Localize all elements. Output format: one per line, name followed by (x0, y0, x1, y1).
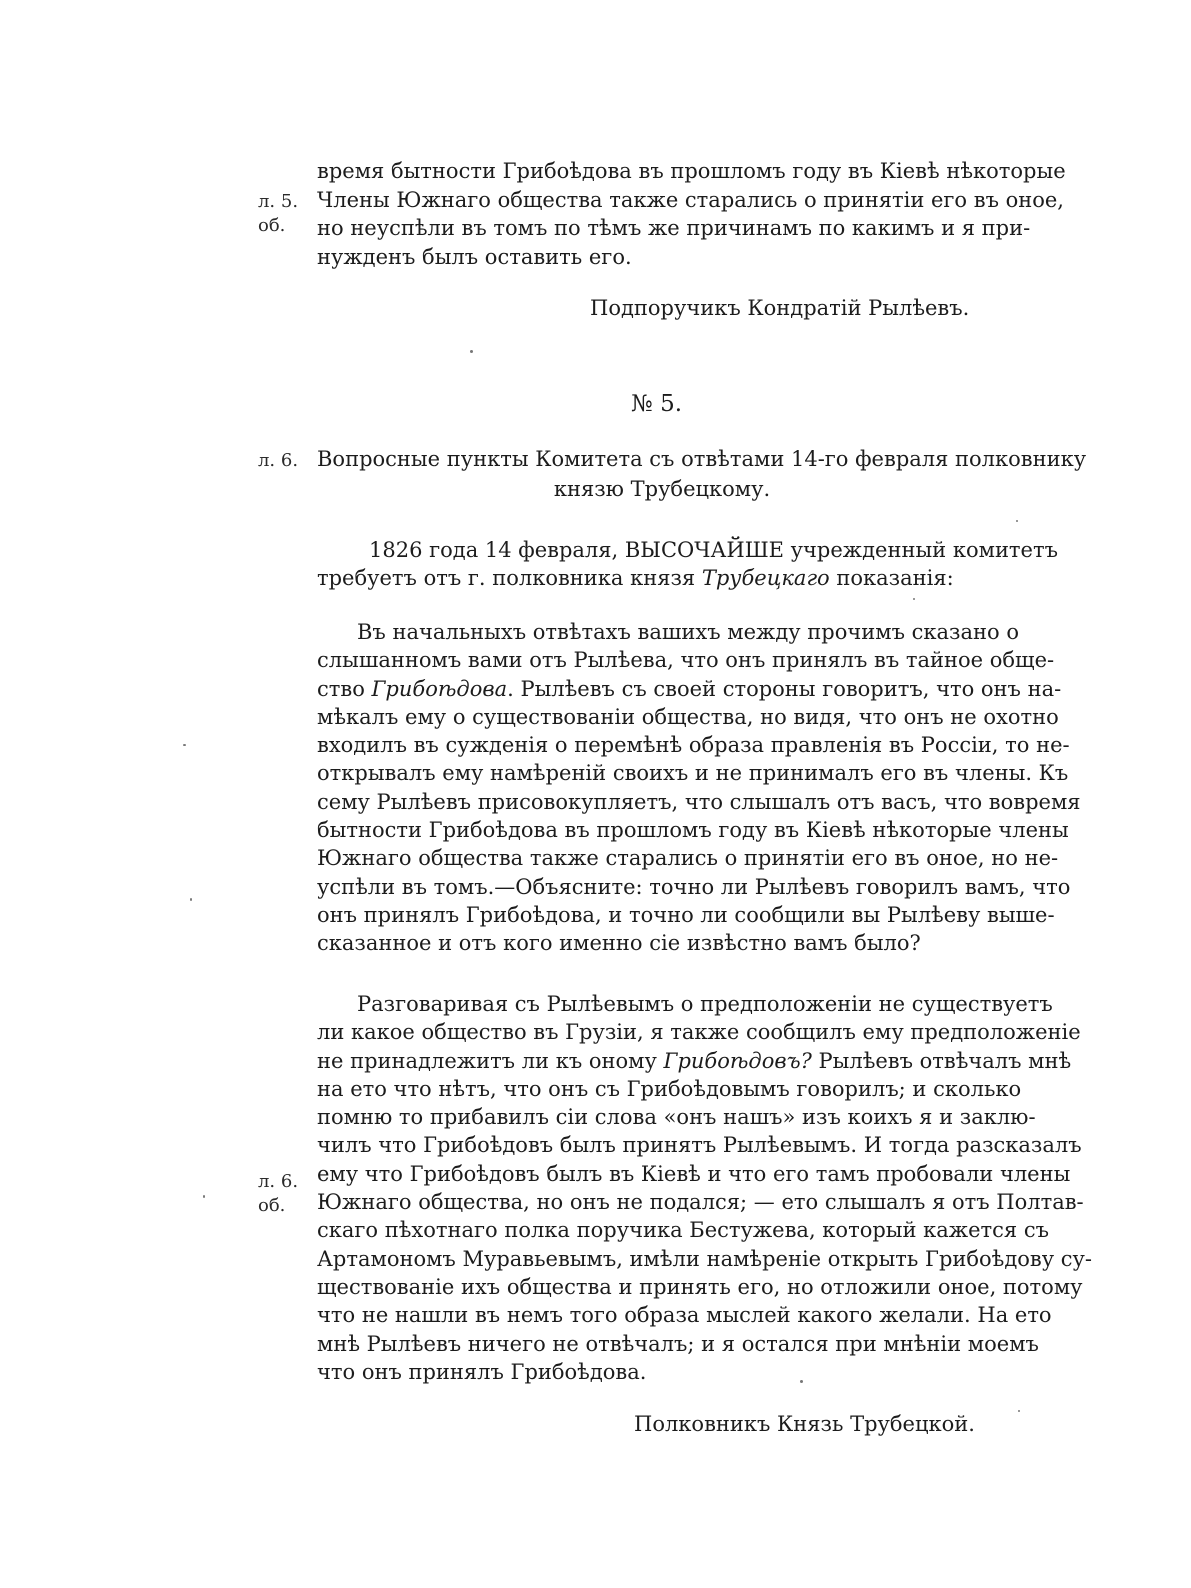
question-line: мѣкалъ ему о существованіи общества, но видя, что онъ не охотно (317, 704, 1059, 729)
intro-line (317, 564, 1007, 592)
top-paragraph (317, 157, 1066, 271)
answer-line: на ето что нѣтъ, что онъ съ Грибоѣдовымъ говорилъ; и сколько (317, 1076, 1022, 1101)
top-paragraph-line: но неуспѣли въ томъ по тѣмъ же причинамъ по какимъ и я при- (317, 216, 1031, 240)
question-line: слышанномъ вами отъ Рылѣева, что онъ принялъ въ тайное обще- (317, 648, 1055, 673)
question-line: открывалъ ему намѣреній своихъ и не принималъ его въ члены. Къ (317, 761, 1069, 786)
answer-line: что не нашли въ немъ того образа мыслей какого желали. На ето (317, 1303, 1052, 1328)
answer-line: мнѣ Рылѣевъ ничего не отвѣчалъ; и я остался при мнѣніи моемъ (317, 1331, 1039, 1356)
answer-line: Разговаривая съ Рылѣевымъ о предположеніи не существуетъ (357, 992, 1053, 1016)
answer-line (317, 1047, 1072, 1075)
top-paragraph-line: Члены Южнаго общества также старались о принятіи его въ оное, (317, 187, 1064, 212)
question-line: Южнаго общества также старались о принятіи его въ оное, но не- (317, 846, 1059, 871)
margin-note-folio-5-verso (258, 190, 298, 238)
question-text: . Рылѣевъ съ своей стороны говоритъ, что онъ на- (507, 676, 1062, 701)
top-paragraph-line: нужденъ былъ оставить его. (317, 244, 632, 269)
scan-speck (1018, 1410, 1020, 1412)
intro-paragraph (317, 536, 1058, 592)
top-paragraph-line: время бытности Грибоѣдова въ прошломъ году въ Кіевѣ нѣкоторые (317, 159, 1066, 183)
scan-speck (203, 1195, 205, 1198)
margin-note-line: л. 6. (258, 1171, 299, 1192)
answer-paragraph (317, 990, 1092, 1386)
question-line: Въ начальныхъ отвѣтахъ вашихъ между прочимъ сказано о (357, 620, 1019, 644)
question-line (317, 675, 1062, 703)
section-heading (317, 444, 1087, 504)
margin-note-folio-6-verso (258, 1170, 298, 1218)
signature-trubetskoy: Полковникъ Князь Трубецкой. (634, 1412, 975, 1436)
answer-text: не принадлежитъ ли къ оному (317, 1048, 664, 1073)
answer-line: скаго пѣхотнаго полка поручика Бестужева, который кажется съ (317, 1218, 1049, 1243)
question-line: сказанное и отъ кого именно сіе извѣстно вамъ было? (317, 931, 921, 956)
question-text: ство (317, 676, 372, 701)
question-line: сему Рылѣевъ присовокупляетъ, что слышалъ отъ васъ, что вовремя (317, 789, 1081, 814)
answer-line: Южнаго общества, но онъ не подался; — ето слышалъ я отъ Полтав- (317, 1190, 1084, 1215)
question-line: онъ принялъ Грибоѣдова, и точно ли сообщили вы Рылѣеву выше- (317, 902, 1055, 927)
scan-speck (470, 350, 473, 353)
scan-speck (1016, 520, 1018, 522)
answer-line: что онъ принялъ Грибоѣдова. (317, 1359, 647, 1384)
document-number: № 5. (631, 391, 683, 417)
intro-name-italic: Трубецкаго (701, 566, 830, 590)
scan-speck (800, 1380, 803, 1383)
margin-note-line: об. (258, 215, 286, 236)
scan-speck (183, 744, 186, 746)
intro-text: требуетъ отъ г. полковника князя (317, 566, 702, 590)
answer-line: помню то прибавилъ сіи слова «онъ нашъ» изъ коихъ я и заклю- (317, 1105, 1036, 1130)
answer-line: ли какое общество въ Грузіи, я также сообщилъ ему предположеніе (317, 1020, 1081, 1045)
answer-line: ему что Грибоѣдовъ былъ въ Кіевѣ и что его тамъ пробовали члены (317, 1161, 1071, 1186)
question-line: бытности Грибоѣдова въ прошломъ году въ Кіевѣ нѣкоторые члены (317, 818, 1069, 843)
margin-note-line: об. (258, 1195, 286, 1216)
margin-note-line: л. 5. (258, 191, 299, 212)
answer-line: Артамономъ Муравьевымъ, имѣли намѣреніе открыть Грибоѣдову су- (317, 1246, 1092, 1271)
intro-line: 1826 года 14 февраля, ВЫСОЧАЙШЕ учрежденный комитетъ (369, 538, 1058, 562)
question-line: успѣли въ томъ.—Объясните: точно ли Рылѣевъ говорилъ вамъ, что (317, 874, 1071, 899)
question-line: входилъ въ сужденія о перемѣнѣ образа правленія въ Россіи, то не- (317, 733, 1070, 758)
margin-note-folio-6: л. 6. (258, 450, 299, 471)
answer-name-italic: Грибоѣдовъ? (663, 1048, 812, 1073)
signature-ryleev: Подпоручикъ Кондратій Рылѣевъ. (590, 296, 970, 320)
answer-text: Рылѣевъ отвѣчалъ мнѣ (811, 1048, 1072, 1073)
question-paragraph (317, 618, 1081, 958)
answer-line: ществованіе ихъ общества и принять его, но отложили оное, потому (317, 1274, 1083, 1299)
intro-text: показанія: (829, 566, 954, 590)
scan-speck (190, 898, 192, 901)
answer-line: чилъ что Грибоѣдовъ былъ принятъ Рылѣевымъ. И тогда разсказалъ (317, 1133, 1082, 1158)
heading-line: Вопросные пункты Комитета съ отвѣтами 14-го февраля полковнику (317, 447, 1087, 471)
question-name-italic: Грибоѣдова (371, 676, 508, 701)
scan-speck (913, 598, 915, 600)
heading-line: князю Трубецкому. (553, 477, 771, 501)
